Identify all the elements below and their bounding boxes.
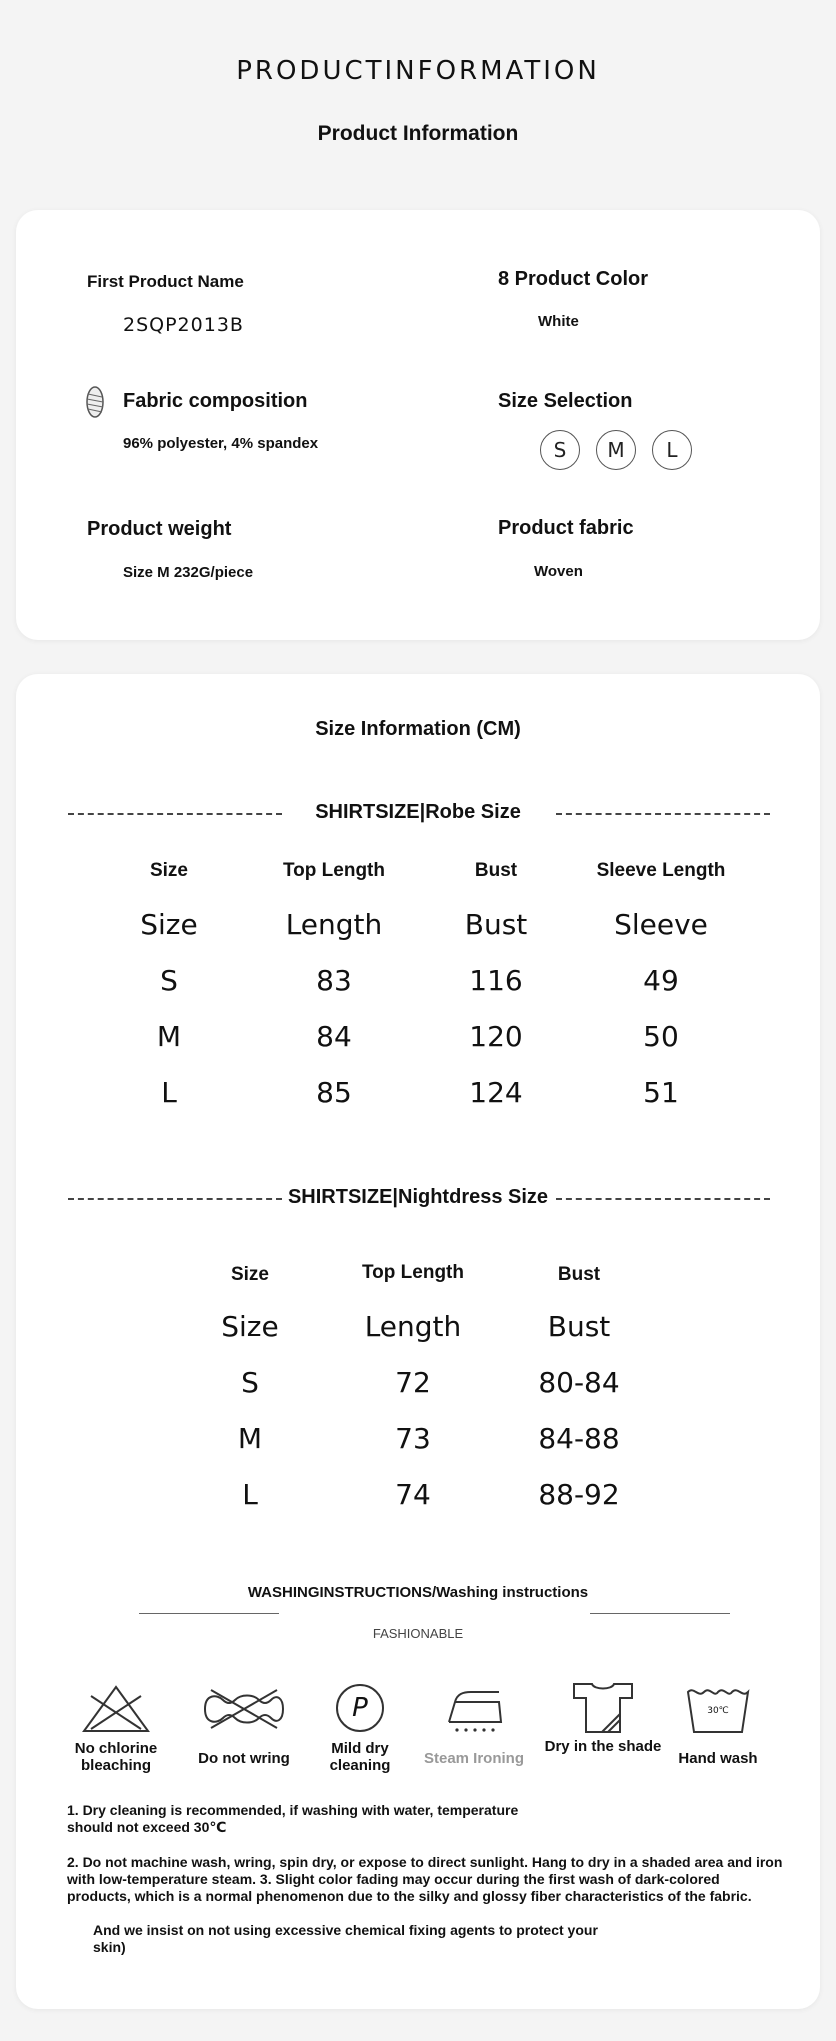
care-note-3: And we insist on not using excessive chemical fixing agents to protect your skin) [93,1922,598,1955]
table-cell: M [237,1422,263,1455]
table-cell: 74 [395,1478,431,1511]
product-fabric-value: Woven [534,563,583,580]
nightdress-header-top-length: Top Length [361,1262,464,1283]
table-cell: Size [140,908,198,941]
product-color-label: 8 Product Color [498,268,649,290]
product-name-value: 2SQP2013B [123,314,244,336]
care-note-1: 1. Dry cleaning is recommended, if washing with water, temperature should not exceed 30℃ [67,1802,519,1835]
table-cell: 72 [395,1366,431,1399]
fabric-composition-value: 96% polyester, 4% spandex [123,435,319,452]
nightdress-header-bust: Bust [557,1264,601,1285]
mild-dry-clean-icon: P [336,1684,384,1732]
size-option-m[interactable]: M [596,430,636,470]
table-cell: Size [221,1310,279,1343]
divider [556,813,770,815]
robe-header-size: Size [149,860,189,881]
robe-header-bust: Bust [474,860,518,881]
icon-label: Mild dry cleaning [329,1740,391,1774]
product-weight-value: Size M 232G/piece [123,564,254,581]
table-cell: M [156,1020,182,1053]
page-title: PRODUCTINFORMATION [236,56,600,86]
table-cell: S [241,1366,259,1399]
icon-label: Do not wring [198,1750,290,1767]
table-cell: 120 [469,1020,523,1053]
product-name-label: First Product Name [87,272,244,291]
size-option-s[interactable]: S [540,430,580,470]
table-cell: 51 [643,1076,679,1109]
hand-wash-icon [686,1686,750,1734]
table-cell: 84-88 [538,1422,620,1455]
table-cell: Bust [547,1310,611,1343]
table-cell: 116 [469,964,523,997]
icon-label: Steam Ironing [423,1750,524,1767]
robe-size-title: SHIRTSIZE|Robe Size [315,801,521,823]
icon-label: No chlorine bleaching [74,1740,158,1774]
table-cell: 88-92 [538,1478,620,1511]
icon-label: Dry in the shade [544,1738,662,1755]
hand-wash-temp: 30℃ [707,1706,729,1716]
divider [68,1198,282,1200]
product-weight-label: Product weight [87,518,232,540]
divider [556,1198,770,1200]
size-info-card [16,674,820,2009]
washing-title: WASHINGINSTRUCTIONS/Washing instructions [247,1584,589,1601]
icon-label: Hand wash [678,1750,758,1767]
nightdress-header-size: Size [230,1264,270,1285]
table-cell: L [161,1076,177,1109]
size-info-title: Size Information (CM) [315,718,521,740]
robe-header-top-length: Top Length [282,860,385,881]
no-chlorine-bleach-icon [81,1684,151,1734]
care-note-2: 2. Do not machine wash, wring, spin dry, or expose to direct sunlight. Hang to dry in a shaded area and iron with low-temperature steam. 3. Slight color fading may occur during the first wash of dark-colored products, which is a normal phenomenon due to the silky and glossy fiber characteristics of the fabric. [67,1854,783,1904]
robe-header-sleeve-length: Sleeve Length [596,860,726,881]
table-cell: 80-84 [538,1366,620,1399]
table-cell: Length [285,908,383,941]
table-cell: 49 [643,964,679,997]
table-cell: Bust [464,908,528,941]
dry-in-shade-icon [572,1682,634,1734]
fabric-composition-label: Fabric composition [123,390,308,412]
table-cell: 84 [316,1020,352,1053]
yarn-spool-icon [86,386,104,418]
table-cell: 73 [395,1422,431,1455]
table-cell: 50 [643,1020,679,1053]
table-cell: Sleeve [614,908,708,941]
divider [139,1613,279,1614]
steam-iron-icon [441,1686,507,1736]
divider [68,813,282,815]
product-fabric-label: Product fabric [498,517,634,539]
table-cell: L [242,1478,258,1511]
product-info-card [16,210,820,640]
table-cell: S [160,964,178,997]
table-cell: 124 [469,1076,523,1109]
divider [590,1613,730,1614]
do-not-wring-icon [201,1686,287,1732]
size-option-l[interactable]: L [652,430,692,470]
size-selection-label: Size Selection [498,390,633,412]
washing-subtitle: FASHIONABLE [372,1626,464,1641]
table-cell: 83 [316,964,352,997]
page-subtitle: Product Information [317,122,519,145]
product-color-value: White [538,313,579,330]
nightdress-size-title: SHIRTSIZE|Nightdress Size [287,1186,549,1208]
table-cell: Length [364,1310,462,1343]
table-cell: 85 [316,1076,352,1109]
